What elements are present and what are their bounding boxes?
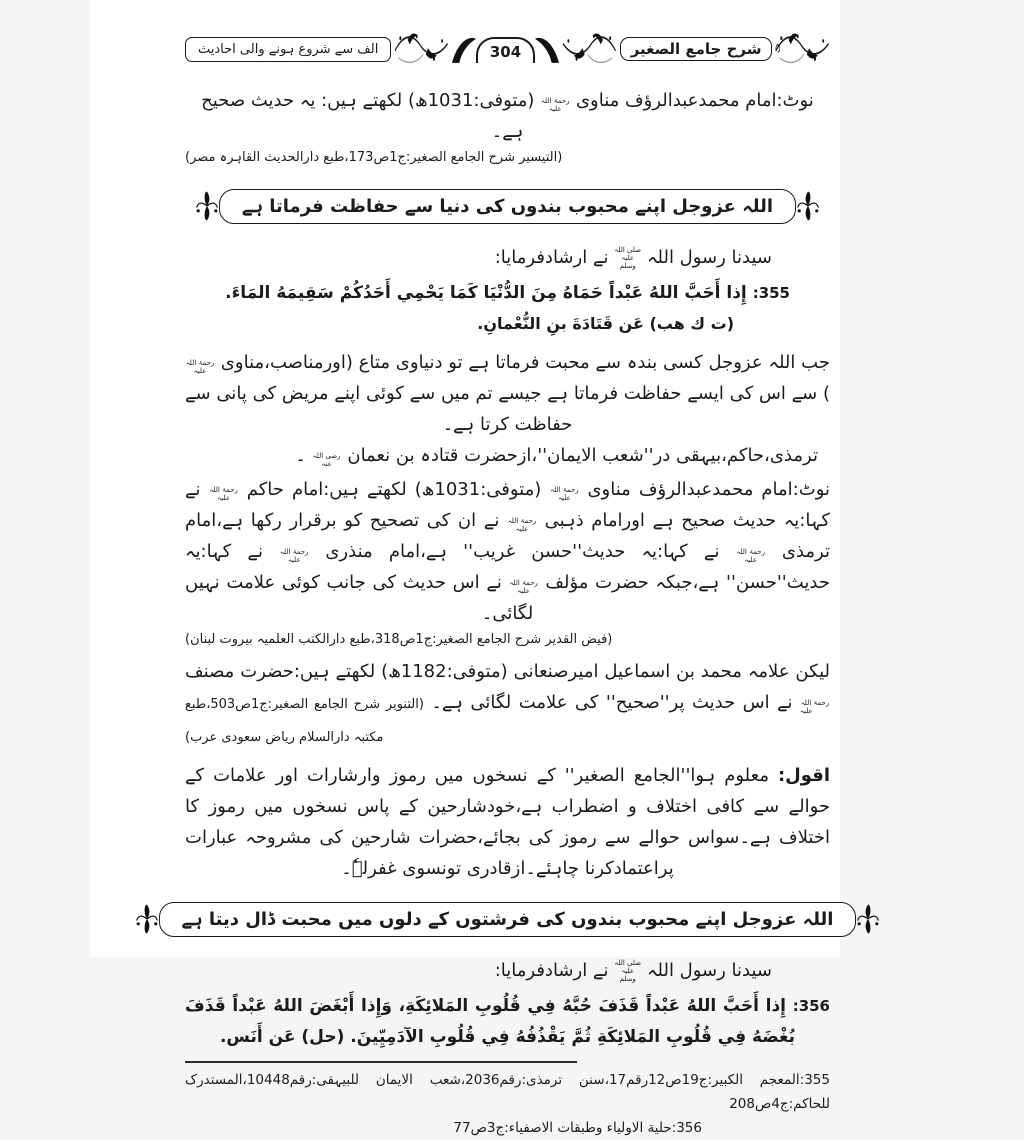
sallallahu-honorific: صلی اللہ علیہ وسلم — [614, 958, 642, 983]
floral-fleuron-icon — [195, 184, 219, 228]
rahmatullah-honorific: رحمۃ اللہ علیہ — [509, 578, 538, 595]
hadith-355-number: 355: — [752, 284, 790, 302]
hadith-356-arabic: إِذا أَحَبَّ اللهُ عَبْداً قَذَفَ حُبَّهُ فِي قُلُوبِ المَلائِكَةِ، وَإِذا أَبْغَضَ اللهُ عَبْداً قَذَفَ بُغْضَهُ فِي قُلُوبِ المَلائِكَةِ ثُمَّ يَقْذُفُهُ فِي قُلُوبِ الآدَمِيِّينَ. — [185, 996, 796, 1047]
footnote-356: 356:حلیة الاولیاء وطبقات الاصفیاء:ج3ص77 — [453, 1120, 702, 1136]
page-header-band — [185, 26, 830, 72]
aqool-label: اقول: — [777, 765, 830, 786]
section1-heading: اللہ عزوجل اپنے محبوب بندوں کی دنیا سے حفاظت فرماتا ہے — [219, 189, 796, 224]
book-title: شرح جامع الصغیر — [630, 40, 762, 58]
floral-fleuron-icon — [796, 184, 820, 228]
rahmatullah-honorific: رحمۃ اللہ علیہ — [736, 547, 765, 564]
aqool-paragraph — [185, 760, 830, 884]
footnote-separator — [185, 1061, 577, 1063]
wing-ornament-icon — [535, 35, 559, 63]
floral-fleuron-icon — [135, 897, 159, 941]
page-content — [90, 26, 840, 1140]
sanani-reference: (التنویر شرح الجامع الصغیر:ج1ص503،طبع مکتبہ دارالسلام ریاض سعودی عرب) — [185, 697, 424, 745]
rahmatullah-honorific: رحمۃ اللہ علیہ — [185, 358, 215, 375]
floral-fleuron-icon — [856, 897, 880, 941]
hadith-355-translation: جب اللہ عزوجل کسی بندہ سے محبت فرماتا ہے تو دنیاوی متاع (اورمناصب،مناوی رحمۃ اللہ علیہ ) سے اس کی ایسے حفاظت فرماتا ہے جیسے تم میں سے کوئی اپنے مریض کی پانی سے حفاظت کرتا ہے۔ — [185, 352, 830, 435]
narration-intro-line: سیدنا رسول اللہ صلی اللہ علیہ وسلم نے ارشادفرمایا: — [494, 245, 772, 270]
rahmatullah-honorific: رحمۃ اللہ علیہ — [799, 698, 830, 715]
sallallahu-honorific: صلی اللہ علیہ وسلم — [614, 245, 642, 270]
floral-flourish-icon — [394, 31, 449, 67]
chapter-label-box — [185, 37, 391, 62]
rahmatullah-honorific: رحمۃ اللہ علیہ — [540, 96, 570, 113]
section2-heading-row — [181, 897, 834, 941]
chapter-label: الف سے شروع ہونے والی احادیث — [198, 41, 379, 57]
hadith-356 — [185, 991, 830, 1053]
rahmatullah-honorific: رحمۃ اللہ علیہ — [550, 485, 579, 502]
rahmatullah-honorific: رحمۃ اللہ علیہ — [279, 547, 309, 564]
aqool-text: معلوم ہوا''الجامع الصغیر'' کے نسخوں میں رموز وارشارات اور علامات کے حوالے سے کافی اختلاف و اضطراب ہے،خودشارحین کے پاس نسخوں میں رموز کا اختلاف ہے۔سواس حوالے سے رموز کی بجائے،حضرات شارحین کی مشروحہ عبارات پراعتمادکرنا چاہئے۔ازقادری تونسوی غفرلہٗ۔ — [185, 765, 830, 879]
narration-intro-line: سیدنا رسول اللہ صلی اللہ علیہ وسلم نے ارشادفرمایا: — [494, 958, 772, 983]
hadith-355 — [185, 278, 830, 309]
hadith-356-source: (حل) عَن أَنَس. — [219, 1027, 345, 1047]
top-note-line: نوٹ:امام محمدعبدالرؤف مناوی رحمۃ اللہ علیہ (متوفی:1031ھ) لکھتے ہیں: یہ حدیث صحیح ہے۔ — [201, 90, 814, 142]
floral-flourish-icon — [562, 31, 617, 67]
page-number: 304 — [476, 37, 535, 63]
wing-ornament-icon — [452, 35, 476, 63]
radiallahu-honorific: رضی اللہ عنہ — [312, 451, 341, 468]
section2-heading: اللہ عزوجل اپنے محبوب بندوں کی فرشتوں کے دلوں میں محبت ڈال دیتا ہے — [159, 902, 857, 937]
hadith-355-takhrij: ترمذی،حاکم،بیہقی در''شعب الایمان''،ازحضرت قتادہ بن نعمان رضی اللہ عنہ ۔ — [295, 445, 818, 468]
scholars-note-reference: (فیض القدیر شرح الجامع الصغیر:ج1ص318،طبع دارالکتب العلمیہ بیروت لبنان) — [185, 632, 613, 647]
book-title-box — [620, 37, 773, 61]
rahmatullah-honorific: رحمۃ اللہ علیہ — [507, 516, 537, 533]
floral-flourish-icon — [775, 31, 830, 67]
top-note-reference: (التیسیر شرح الجامع الصغیر:ج1ص173،طبع دارالحدیث القاہرہ مصر) — [185, 150, 563, 165]
sanani-paragraph: لیکن علامہ محمد بن اسماعیل امیرصنعانی (متوفی:1182ھ) لکھتے ہیں:حضرت مصنف رحمۃ اللہ علیہ نے اس حدیث پر''صحیح'' کی علامت لگائی ہے۔ (التنویر شرح الجامع الصغیر:ج1ص503،طبع مکتبہ دارالسلام ریاض سعودی عرب) — [185, 661, 830, 745]
hadith-355-arabic: إِذا أَحَبَّ اللهُ عَبْداً حَمَاهُ مِنَ الدُّنْيَا كَمَا يَحْمِي أَحَدُكُمْ سَقِيمَهُ المَاءَ. — [225, 283, 747, 303]
book-page — [90, 0, 840, 1136]
hadith-355-source: (ت ك هب) عَن قَتَادَةَ بنِ النُّعْمانِ. — [477, 314, 734, 333]
rahmatullah-honorific: رحمۃ اللہ علیہ — [209, 485, 238, 502]
scholars-note: نوٹ:امام محمدعبدالرؤف مناوی رحمۃ اللہ علیہ (متوفی:1031ھ) لکھتے ہیں:امام حاکم رحمۃ اللہ علیہ نے کہا:یہ حدیث صحیح ہے اورامام ذہبی رحمۃ اللہ علیہ نے ان کی تصحیح کو برقرار رکھا ہے،امام ترمذی رحمۃ اللہ علیہ نے کہا:یہ حدیث''حسن غریب'' ہے،امام منذری رحمۃ اللہ علیہ نے کہا:یہ حدیث''حسن'' ہے،جبکہ حضرت مؤلف رحمۃ اللہ علیہ نے اس حدیث کی جانب کوئی علامت نہیں لگائی۔ — [185, 479, 830, 624]
hadith-356-number: 356: — [792, 997, 830, 1015]
section1-heading-row — [185, 184, 830, 228]
footnote-355: 355:المعجم الکبیر:ج19ص12رقم17،سنن ترمذی:رقم2036،شعب الایمان للبیہقی:رقم10448،المستدرک للحاکم:ج4ص208 — [185, 1072, 830, 1112]
page-number-ornament — [452, 35, 559, 63]
